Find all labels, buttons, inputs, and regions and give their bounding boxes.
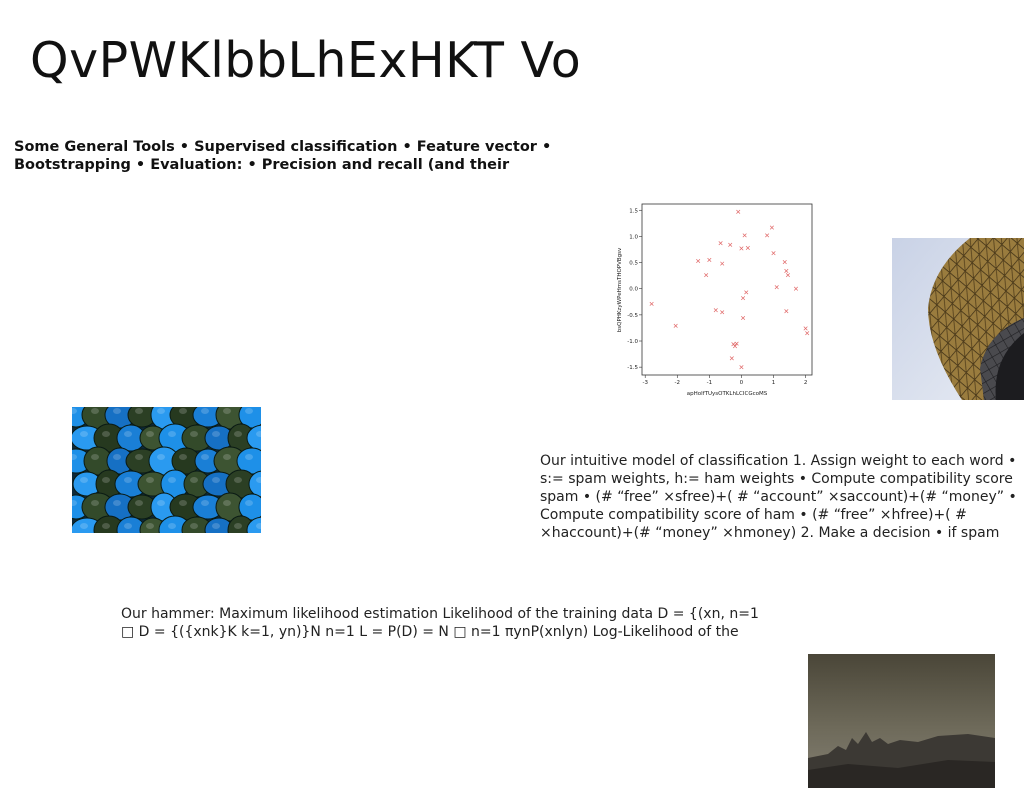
x-tick-label: 1 <box>771 380 776 386</box>
tools-bullets: Some General Tools • Supervised classification • Feature vector • Bootstrapping • Evaluation: • Precision and recall (and their <box>14 139 552 173</box>
scatter-chart <box>612 198 816 400</box>
y-ticks <box>627 208 642 371</box>
y-tick-label: 0.0 <box>629 286 638 293</box>
classification-model-text: Our intuitive model of classification 1. Assign weight to each word • s:= spam weights, h:= ham weights • Compute compatibility score spam • (# “free” ×sfree)+( # “account” ×saccount)+(# “money” • Compute compatibility score of ham • (# “free” ×hfree)+( # ×haccount)+(# “money” ×hmoney) 2. Make a decision • if spam <box>540 453 1017 541</box>
y-tick-label: 1.0 <box>629 234 638 241</box>
y-axis-label: bsQPHKzyWPeHmsTHOPVBgsv <box>617 247 623 333</box>
gourds-photo <box>72 407 261 533</box>
y-tick-label: -1.0 <box>627 339 638 346</box>
x-tick-label: -1 <box>706 380 713 386</box>
x-ticks <box>642 375 807 386</box>
x-tick-label: -3 <box>642 380 648 386</box>
x-tick-label: 0 <box>739 380 744 386</box>
plot-area <box>642 204 812 375</box>
hammer-mle-text: Our hammer: Maximum likelihood estimation Likelihood of the training data D = {(xn, n=1 □ D = {({xnk}K k=1, yn)}N n=1 L = P(D) = N □ n=1 πynP(xnlyn) Log-Likelihood of the <box>121 606 759 640</box>
slide-title: QvPWKlbbLhExHKT Vo <box>30 32 582 89</box>
y-tick-label: -1.5 <box>627 365 638 372</box>
building-photo <box>892 238 1024 400</box>
landscape-photo <box>808 654 995 788</box>
y-tick-label: 1.5 <box>629 208 638 215</box>
x-tick-label: -2 <box>674 380 681 386</box>
y-tick-label: -0.5 <box>627 312 638 319</box>
x-tick-label: 2 <box>803 380 808 386</box>
x-axis-label: apHolfTUysOTKLhLCICGcoMS <box>686 391 768 397</box>
y-tick-label: 0.5 <box>629 260 638 267</box>
